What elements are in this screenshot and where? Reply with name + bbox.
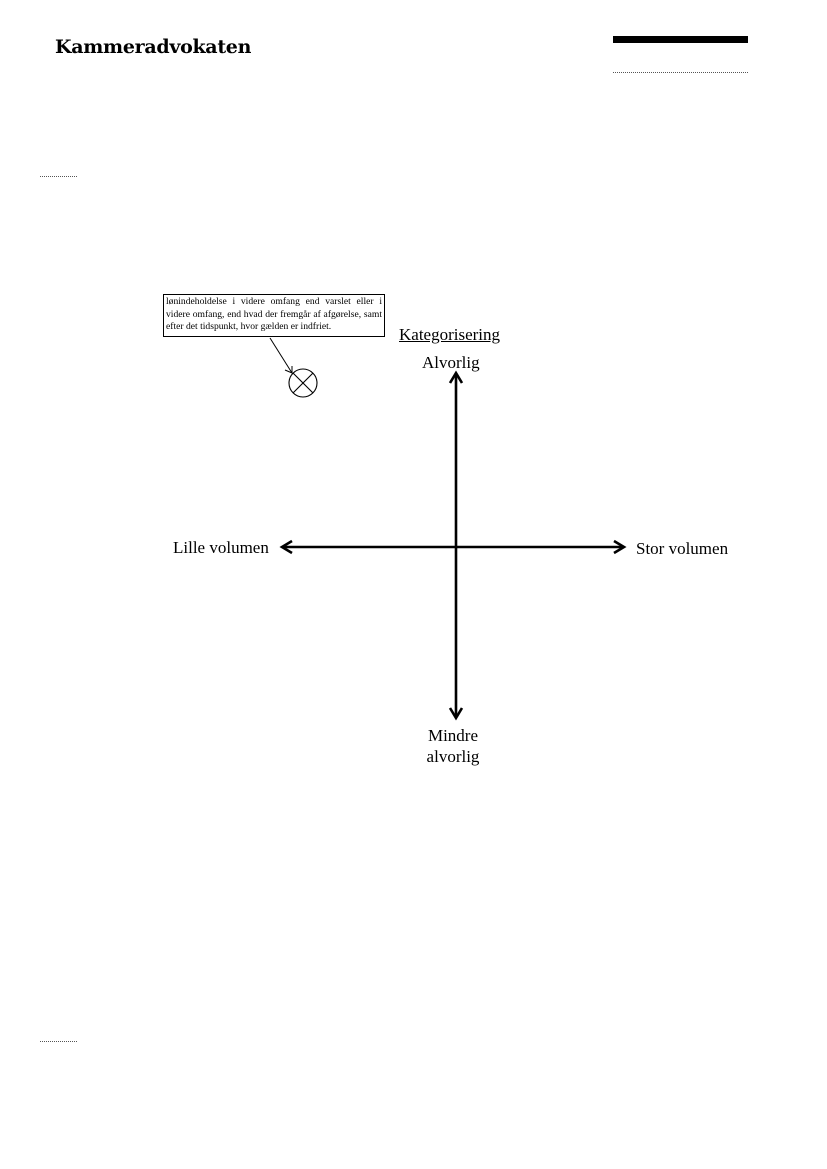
axis-label-bottom-line1: Mindre [427, 726, 479, 745]
circle-x-icon [289, 369, 317, 397]
callout-pointer [270, 338, 292, 373]
callout-box: lønindeholdelse i videre omfang end varslet eller i videre omfang, end hvad der fremgår af afgørelse, samt efter det tidspunkt, hvor gælden er indfriet. [163, 294, 385, 337]
diagram-title: Kategorisering [399, 325, 501, 344]
axis-label-bottom-line2: alvorlig [426, 747, 480, 766]
axis-label-right: Stor volumen [636, 539, 729, 558]
axis-label-bottom [422, 725, 484, 767]
brand-name: Kammeradvokaten [55, 36, 252, 58]
axis-label-left: Lille volumen [173, 538, 269, 557]
axis-label-top: Alvorlig [422, 353, 480, 372]
